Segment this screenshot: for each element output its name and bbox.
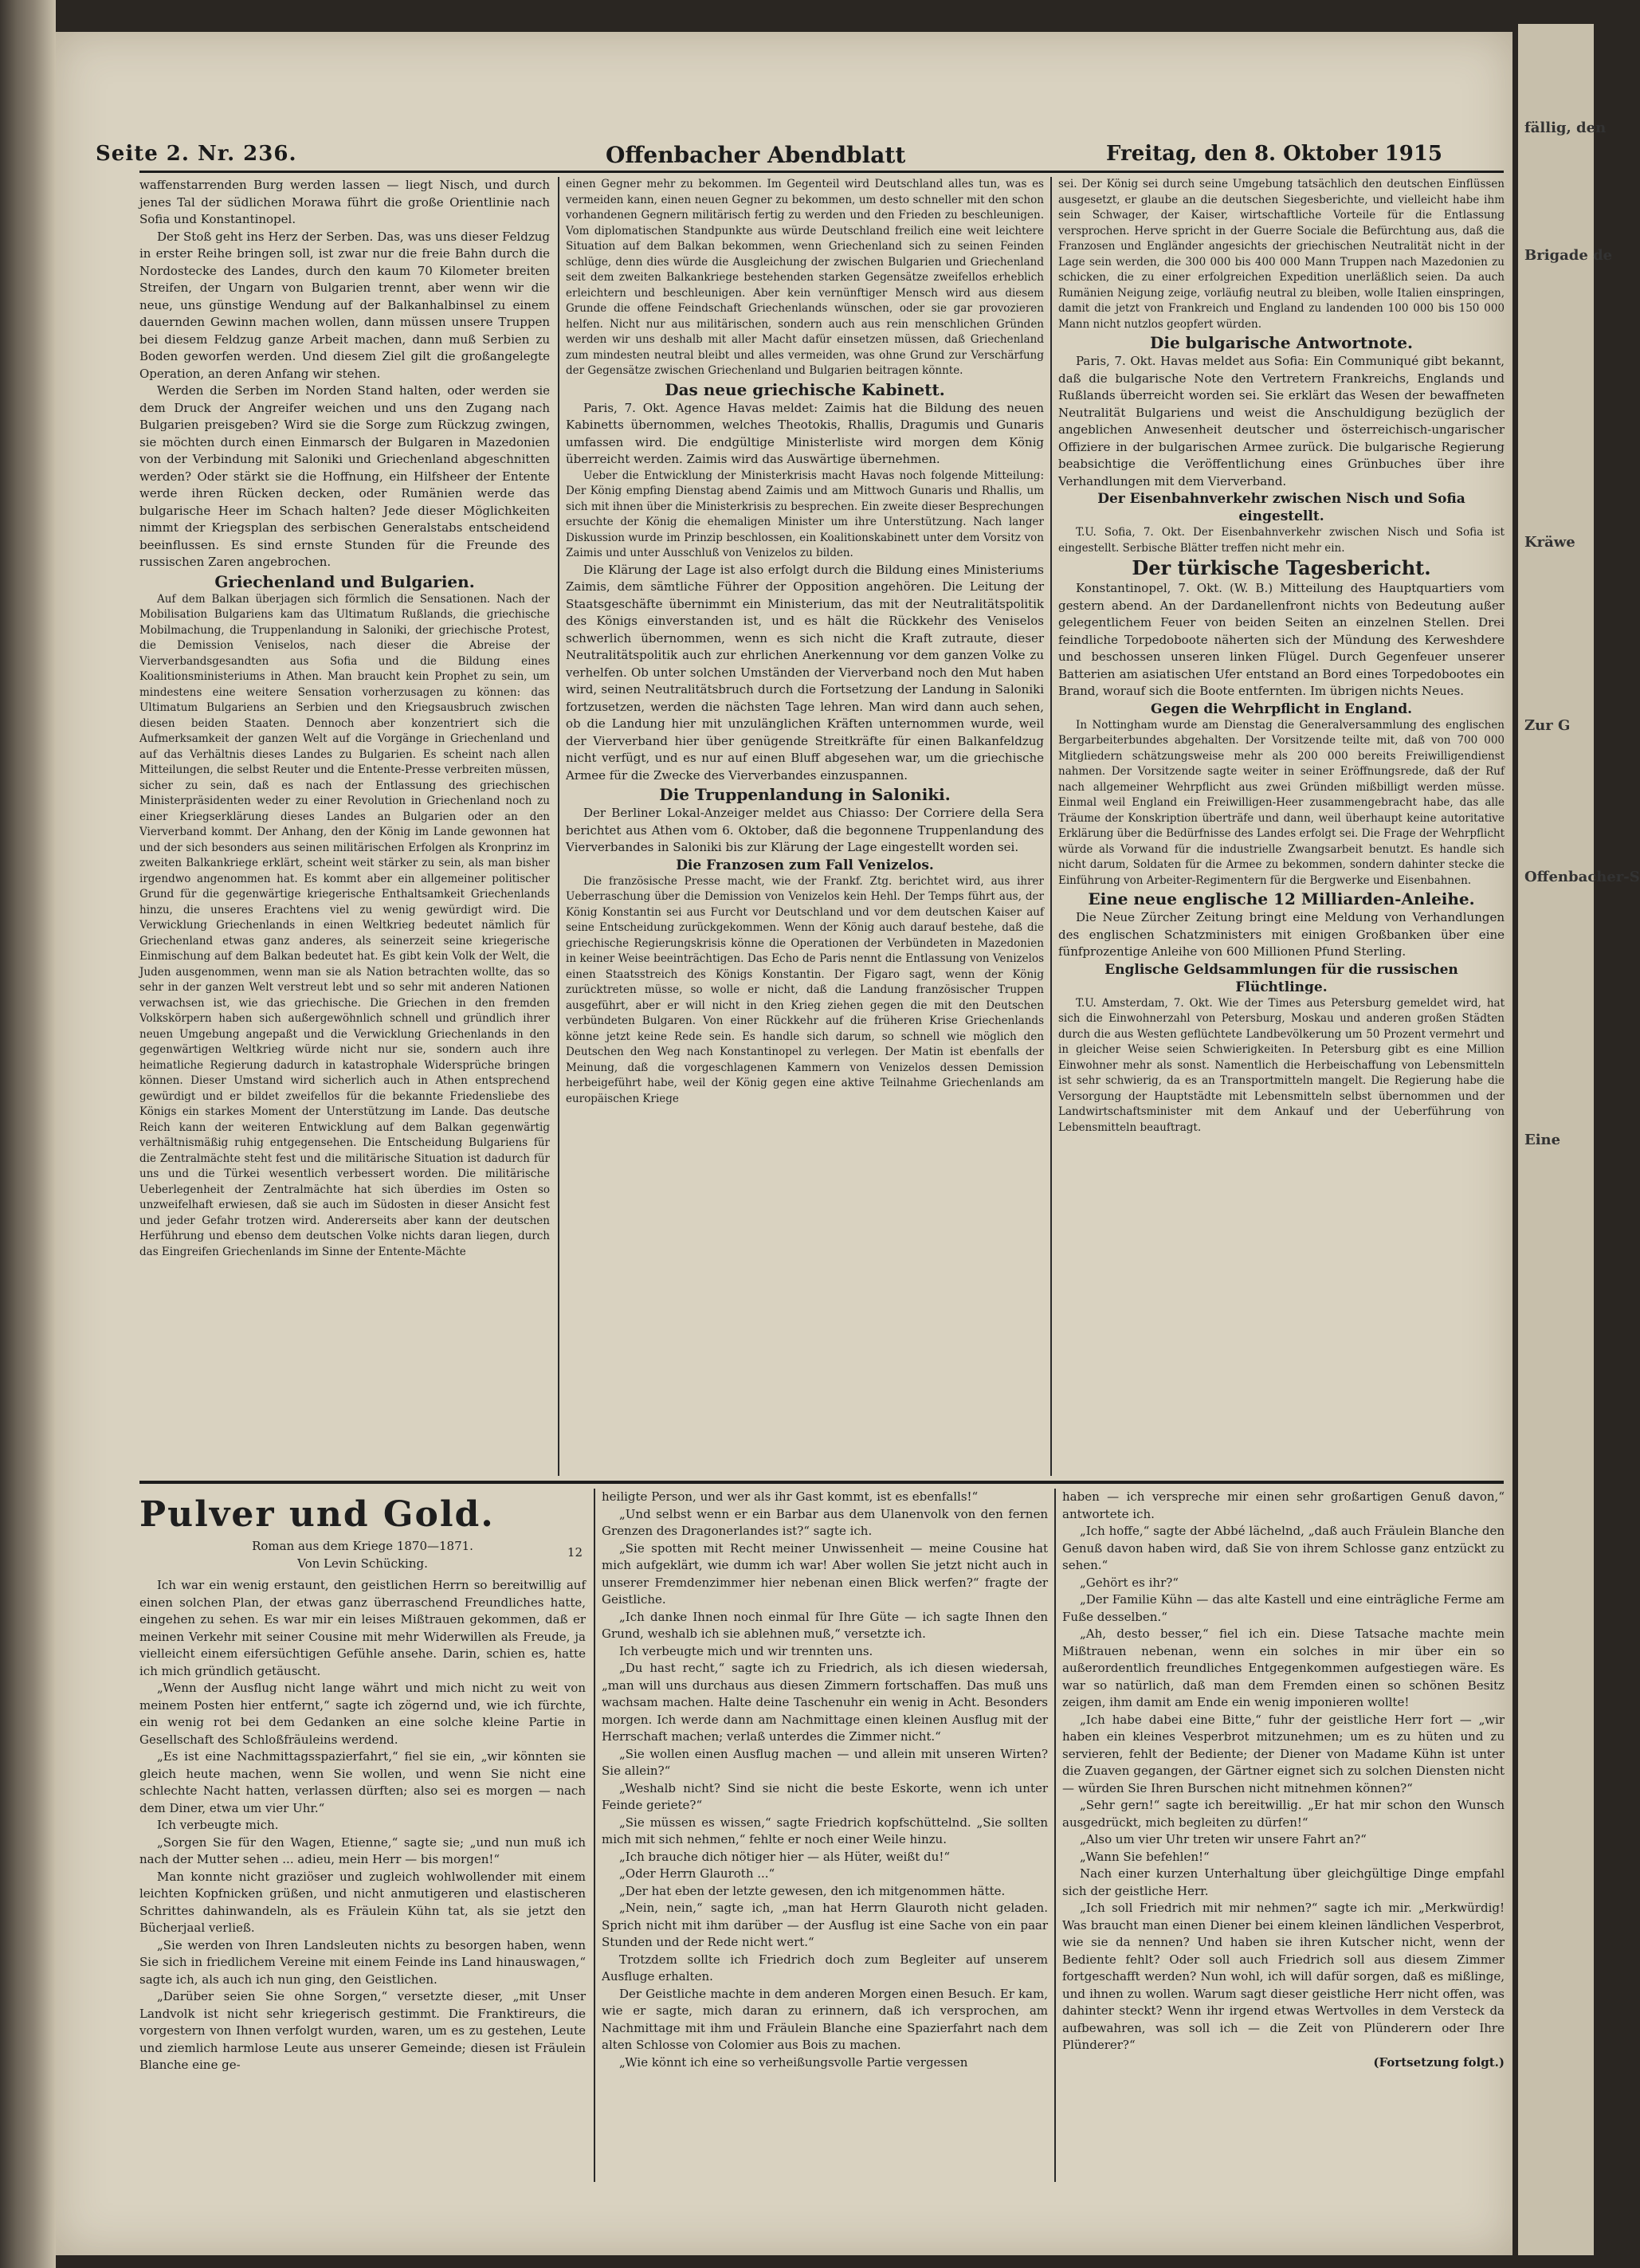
novel-column-3: [1062, 1489, 1505, 2182]
headline: Das neue griechische Kabinett.: [665, 379, 945, 399]
headline: Gegen die Wehrpflicht in England.: [1151, 700, 1412, 717]
novel-text: „Oder Herrn Glauroth ...“: [619, 1866, 775, 1881]
feuilleton-rule: [139, 1481, 1504, 1484]
novel-title: Pulver und Gold.: [139, 1494, 495, 1535]
article-text: Auf dem Balkan überjagen sich förmlich die Sensationen. Nach der Mobilisation Bulgariens kam das Ultimatum Rußlands, die griechische Mobilmachung, die Truppenlandung in Saloniki, der griechische Protest, die Demission Veniselos, nach dieser die Abreise der Vierverbandsgesandten aus Sofia und die Bildung eines Koalitionsministeriums in Athen. Man braucht kein Prophet zu sein, um mindestens eine weitere Sensation vorherzusagen zu können: das Ultimatum Bulgariens an Serbien und den Kriegsausbruch zwischen diesen beiden Staaten. Dennoch aber konzentriert sich die Aufmerksamkeit der ganzen Welt auf die Vorgänge in Griechenland und auf das Verhältnis dieses Landes zu Bulgarien. Es scheint nach allen Mitteilungen, die selbst Reuter und die Entente-Presse verbreiten müssen, sicher zu sein, daß es nach der Entlassung des griechischen Ministerpräsidenten weder zu einer Revolution in Griechenland noch zu einer Kriegserklärung dieses Landes an Bulgarien oder an den Vierverband kommt. Der Anhang, den der König im Lande gewonnen hat und der sich besonders aus seinen militärischen Erfolgen als Kronprinz im zweiten Balkankriege erklärt, scheint weit stärker zu sein, als man bisher irgendwo angenommen hat. Es kommt aber ein allgemeiner politischer Grund für die gegenwärtige kriegerische Enthaltsamkeit Griechenlands hinzu, die unseres Erachtens viel zu wenig gewürdigt wird. Die Verwicklung Griechenlands in einen Weltkrieg bedeutet nämlich für Griechenland etwas ganz anderes, als seinerzeit seine kriegerische Einmischung auf dem Balkan bedeutet hat. Es gibt kein Volk der Welt, die Juden ausgenommen, wenn man sie als Nation betrachten wollte, das so sehr in der ganzen Welt verstreut lebt und so sehr mit anderen Nationen verwachsen ist, wie das griechische. Die Griechen in den fremden Volkskörpern haben sich außergewöhnlich schnell und gründlich ihrer neuen Umgebung angepaßt und die Verwicklung Griechenlands in den gegenwärtigen Weltkrieg würde nicht nur sie, sondern auch ihre heimatliche Regierung dadurch in katastrophale Widersprüche bringen können. Dieser Umstand wird sicherlich auch in Athen entsprechend gewürdigt und er bildet zweifellos für die bekannte Friedensliebe des Königs ein starkes Moment der Unterstützung im Lande. Das deutsche Reich kann der weiteren Entwicklung auf dem Balkan gegenwärtig verhältnismäßig ruhig entgegensehen. Die Entscheidung Bulgariens für die Zentralmächte steht fest und die militärische Situation ist dadurch für uns und die Türkei wesentlich verbessert worden. Die militärische Ueberlegenheit der Zentralmächte hat sich überdies im Osten so unzweifelhaft erwiesen, daß sie auch im Südosten in dieser Ansicht fest und jeder Gefahr trotzen wird. Andererseits aber kann der deutschen Herführung und ebenso dem deutschen Volke nichts daran liegen, durch das Eingreifen Griechenlands im Sinne der Entente-Mächte: [139, 592, 550, 1258]
article-text: Paris, 7. Okt. Agence Havas meldet: Zaimis hat die Bildung des neuen Kabinetts übernommen, welches Theotokis, Rhallis, Dragumis und Gunaris umfassen wird. Die endgültige Ministerliste wird morgen dem König überreicht werden. Zaimis wird das Auswärtige übernehmen.: [566, 400, 1044, 466]
headline: Der türkische Tagesbericht.: [1132, 556, 1431, 579]
novel-text: „Ich brauche dich nötiger hier — als Hüter, weißt du!“: [619, 1849, 951, 1864]
article-text: Ueber die Entwicklung der Ministerkrisis macht Havas noch folgende Mitteilung: Der König empfing Dienstag abend Zaimis und am Mittwoch Gunaris und Rhallis, um sich mit ihnen über die Ministerkrisis zu besprechen. Ein zweite dieser Besprechungen ersuchte der König die ehemaligen Minister um ihre Unterstützung. Nach langer Diskussion wurde im Prinzip beschlossen, ein Koalitionskabinett unter dem Vorsitz von Zaimis und unter Ausschluß von Venizelos zu bilden.: [566, 469, 1044, 559]
novel-subtitle: Roman aus dem Kriege 1870—1871.: [252, 1539, 473, 1553]
column-divider: [594, 1489, 595, 2182]
novel-text: „Du hast recht,“ sagte ich zu Friedrich, als ich diesen wiedersah, „man will uns durchaus aus diesen Zimmern fortschaffen. Das muß uns wachsam machen. Halte deine Taschenuhr ein wenig in Acht. Besonders morgen. Ich werde dann am Nachmittage einen kleinen Ausflug mit der Herrschaft machen; verlaß unterdes die Zimmer nicht.“: [602, 1661, 1048, 1744]
novel-text: „Sie werden von Ihren Landsleuten nichts zu besorgen haben, wenn Sie sich in friedlichem Vereine mit einem Feinde ins Land hinauswagen,“ sagte ich, als auch ich nun ging, den Geistlichen.: [139, 1937, 586, 1987]
page-number: Seite 2. Nr. 236.: [96, 142, 297, 166]
column-2: [566, 177, 1044, 1476]
article-text: sei. Der König sei durch seine Umgebung tatsächlich den deutschen Einflüssen ausgesetzt, er glaube an die deutschen Siegesberichte, und vielleicht habe ihm sein Schwager, der Kaiser, wirtschaftliche Vorteile für die Entlassung versprochen. Herve spricht in der Guerre Sociale die Befürchtung aus, daß die Franzosen und Engländer angesichts der griechischen Neutralität nicht in der Lage sein werden, die 300 000 bis 400 000 Mann Truppen nach Mazedonien zu schicken, die zu einer erfolgreichen Expedition unerläßlich seien. Da auch Rumänien Neigung zeige, vorläufig neutral zu bleiben, wolle Italien einspringen, damit die jetzt von Frankreich und England zu landenden 100 000 bis 150 000 Mann nicht nutzlos geopfert würden.: [1058, 178, 1505, 331]
article-text: Der Berliner Lokal-Anzeiger meldet aus Chiasso: Der Corriere della Sera berichtet aus Athen vom 6. Oktober, daß die begonnene Truppenlandung des Vierverbandes in Saloniki bis zur Klärung der Lage eingestellt worden sei.: [566, 806, 1044, 854]
novel-text: „Darüber seien Sie ohne Sorgen,“ versetzte dieser, „mit Unser Landvolk ist nicht sehr kriegerisch gestimmt. Die Franktireurs, die vorgestern von Ihnen verfolgt wurden, waren, um es zu gestehen, Leute und ziemlich harmlose Leute aus unserer Gemeinde; diesen ist Fräulein Blanche eine ge-: [139, 1989, 586, 2072]
article-text: T.U. Sofia, 7. Okt. Der Eisenbahnverkehr zwischen Nisch und Sofia ist eingestellt. Serbische Blätter treffen nicht mehr ein.: [1058, 526, 1505, 555]
article-text: Die Klärung der Lage ist also erfolgt durch die Bildung eines Ministeriums Zaimis, dem sämtliche Führer der Opposition angehören. Die Leitung der Staatsgeschäfte übernimmt ein Ministerium, das mit der Neutralitätspolitik des Königs einverstanden ist, und es hält die Rückkehr des Veniselos schwerlich übernommen, wenn es sich nicht die Kraft zutraute, dieser Neutralitätspolitik auch zur ehrlichen Anerkennung vor dem ganzen Volke zu verhelfen. Ob unter solchen Umständen der Vierverband noch den Mut haben wird, seinen Neutralitätsbruch durch die Fortsetzung der Landung in Saloniki fortzusetzen, werden die nächsten Tage lehren. Man wird dann auch sehen, ob die Landung hier mit unzulänglichen Kräften unternommen wurde, weil der Vierverband hier über genügende Streitkräfte für einen Balkanfeldzug nicht verfügt, und es nur auf einen Bluff abgesehen war, um die griechische Armee für die Zwecke des Vierverbandes einzuspannen.: [566, 562, 1044, 783]
article-text: Der Stoß geht ins Herz der Serben. Das, was uns dieser Feldzug in erster Reihe bringen soll, ist zwar nur die freie Bahn durch die Nordostecke des Landes, durch den kaum 70 Kilometer breiten Streifen, der Ungarn von Bulgarien trennt, aber wenn wir die neue, uns günstige Wendung auf der Balkanhalbinsel zu einem dauernden Gewinn machen wollen, dann müssen unsere Truppen bei diesem Feldzug ganze Arbeit machen, dann muß Serbien zu Boden geworfen werden. Und diesem Ziel gilt die großangelegte Operation, an deren Anfang wir stehen.: [139, 229, 550, 381]
article-text: In Nottingham wurde am Dienstag die Generalversammlung des englischen Bergarbeiterbundes abgehalten. Der Vorsitzende teilte mit, daß von 700 000 Mitgliedern schätzungsweise mehr als 200 000 bereits Freiwilligendienst nahmen. Der Vorsitzende sagte weiter in seiner Eröffnungsrede, daß der Ruf nach allgemeiner Wehrpflicht aus zwei Gründen mißbilligt werden müsse. Einmal weil England ein Freiwilligen-Heer zusammengebracht habe, das alle Träume der Konskription überträfe und dann, weil überhaupt keine autoritative Erklärung über die Bedürfnisse des Landes erfolgt sei. Die Frage der Wehrpflicht würde als Vorwand für die industrielle Zwangsarbeit benutzt. Es handle sich nicht darum, Soldaten für die Armee zu bekommen, sondern dahinter stecke die Einführung von Arbeiter-Regimentern für die Bergwerke und Eisenbahnen.: [1058, 718, 1505, 887]
article-text: waffenstarrenden Burg werden lassen — liegt Nisch, und durch jenes Tal der südlichen Morawa führt die große Orientlinie nach Sofia und Konstantinopel.: [139, 178, 550, 226]
column-1: [139, 177, 550, 1476]
novel-text: „Sie müssen es wissen,“ sagte Friedrich kopfschüttelnd. „Sie sollten mich mit sich nehmen,“ fehlte er noch einer Weile hinzu.: [602, 1815, 1048, 1846]
adjacent-page-edge: [1518, 24, 1640, 2255]
novel-text: „Sorgen Sie für den Wagen, Etienne,“ sagte sie; „und nun muß ich nach der Mutter sehen ... adieu, mein Herr — bis morgen!“: [139, 1834, 586, 1866]
novel-column-2: [602, 1489, 1048, 2182]
novel-text: „Wenn der Ausflug nicht lange währt und mich nicht zu weit von meinem Posten hier entfernt,“ sagte ich zögernd und, wie ich fürchte, ein wenig rot bei dem Gedanken an eine solche kleine Partie in Gesellschaft des Schloßfräuleins werdend.: [139, 1681, 586, 1747]
article-text: einen Gegner mehr zu bekommen. Im Gegenteil wird Deutschland alles tun, was es vermeiden kann, einen neuen Gegner zu bekommen, um desto schneller mit den schon vorhandenen Gegnern militärisch fertig zu werden und den Frieden zu beschleunigen. Vom diplomatischen Standpunkte aus würde Deutschland freilich eine weit leichtere Situation auf dem Balkan bekommen, wenn Griechenland sich zu seinen Feinden schlüge, denn dies würde die Ausgleichung der zwischen Bulgarien und Griechenland seit dem zweiten Balkankriege bestehenden starken Gegensätze zweifellos erheblich erleichtern und beschleunigen. Aber kein vernünftiger Mensch wird aus diesem Grunde die offene Feindschaft Griechenlands wünschen, oder sie gar provozieren helfen. Nicht nur aus militärischen, sondern auch aus rein menschlichen Gründen werden wir uns deshalb mit aller Macht dafür einsetzen müssen, daß Griechenland zum mindesten neutral bleibt und alles vermeiden, was ohne Grund zur Verschärfung der Gegensätze zwischen Griechenland und Bulgarien beitragen könnte.: [566, 178, 1044, 377]
adjacent-page-text: fällig, den: [1524, 120, 1607, 136]
novel-text: „Sie wollen einen Ausflug machen — und allein mit unseren Wirten? Sie allein?“: [602, 1746, 1048, 1778]
article-text: Werden die Serben im Norden Stand halten, oder werden sie dem Druck der Angreifer weichen und uns den Zugang nach Bulgarien preisgeben? Wird sie die Sorge zum Rückzug zwingen, sie möchten durch einen Einmarsch der Bulgaren in Mazedonien von der Verbindung mit Saloniki und Griechenland abgeschnitten werden? Oder stärkt sie die Hoffnung, ein Hilfsheer der Entente werde ihren Rücken decken, oder Rumänien werde das bulgarische Heer im Schach halten? Jede dieser Möglichkeiten nimmt der Kriegsplan des serbischen Generalstabs entscheidend beeinflussen. Es sind ernste Stunden für die Freunde des russischen Zaren angebrochen.: [139, 383, 550, 569]
novel-text: Trotzdem sollte ich Friedrich doch zum Begleiter auf unserem Ausfluge erhalten.: [602, 1952, 1048, 1984]
headline: Die bulgarische Antwortnote.: [1150, 333, 1413, 352]
adjacent-page-text: Kräwe: [1524, 534, 1575, 551]
novel-text: „Wie könnt ich eine so verheißungsvolle Partie vergessen: [619, 2054, 968, 2070]
novel-text: „Der hat eben der letzte gewesen, den ich mitgenommen hätte.: [619, 1883, 1006, 1898]
novel-text: Man konnte nicht graziöser und zugleich wohlwollender mit einem leichten Kopfnicken grüßen, und nicht anmutigeren und elastischeren Schrittes dahinwandeln, als es Fräulein Kühn tat, als sie jetzt den Bücherjaal verließ.: [139, 1869, 586, 1935]
novel-text: „Sehr gern!“ sagte ich bereitwillig. „Er hat mir schon den Wunsch ausgedrückt, mich begleiten zu dürfen!“: [1062, 1798, 1505, 1830]
header-rule: [139, 171, 1504, 173]
headline: Englische Geldsammlungen für die russischen Flüchtlinge.: [1104, 961, 1458, 995]
novel-text: Der Geistliche machte in dem anderen Morgen einen Besuch. Er kam, wie er sagte, mich daran zu erinnern, daß ich versprochen, am Nachmittage mit ihm und Fräulein Blanche eine Spazierfahrt nach dem alten Schlosse von Colomier aus Bois zu machen.: [602, 1986, 1048, 2052]
novel-text: Ich verbeugte mich und wir trennten uns.: [619, 1643, 873, 1658]
headline: Eine neue englische 12 Milliarden-Anleihe.: [1088, 889, 1475, 908]
headline: Die Franzosen zum Fall Venizelos.: [676, 857, 934, 873]
novel-text: „Weshalb nicht? Sind sie nicht die beste Eskorte, wenn ich unter Feinde geriete?“: [602, 1780, 1048, 1812]
column-divider: [1050, 177, 1052, 1476]
novel-text: Nach einer kurzen Unterhaltung über gleichgültige Dinge empfahl sich der geistliche Herr.: [1062, 1866, 1505, 1898]
novel-column-1: [139, 1489, 586, 2182]
column-divider: [558, 177, 559, 1476]
adjacent-page-text: Zur G: [1524, 717, 1571, 734]
novel-text: Ich war ein wenig erstaunt, den geistlichen Herrn so bereitwillig auf einen solchen Plan, der etwas ganz überraschend Freundliches hatte, eingehen zu sehen. Es war mir ein leises Mißtrauen gekommen, daß er meinen Verkehr mit seiner Cousine mit mehr Widerwillen als Freude, ja vielleicht einem eifersüchtigen Gefühle ansehe. Darin, schien es, hatte ich mich gründlich getäuscht.: [139, 1578, 586, 1678]
continuation-note: (Fortsetzung folgt.): [1373, 2054, 1505, 2070]
novel-text: „Gehört es ihr?“: [1080, 1575, 1179, 1590]
novel-text: „Sie spotten mit Recht meiner Unwissenheit — meine Cousine hat mich aufgeklärt, wie dumm ich war! Aber wollen Sie jetzt nicht auch in unserer Fremdenzimmer hier nebenan einen Blick werfen?“ fragte der Geistliche.: [602, 1540, 1048, 1607]
book-binding: [0, 0, 56, 2268]
installment-number: 12: [567, 1545, 583, 1560]
novel-text: „Ich habe dabei eine Bitte,“ fuhr der geistliche Herr fort — „wir haben ein kleines Vesperbrot mitzunehmen; um es zu hüten und zu servieren, fehlt der Bediente; der Diener von Madame Kühn ist unter die Zuaven gegangen, der Gärtner eignet sich zu solchen Diensten nicht — würden Sie Ihren Burschen nicht mitnehmen können?“: [1062, 1712, 1505, 1795]
article-text: Paris, 7. Okt. Havas meldet aus Sofia: Ein Communiqué gibt bekannt, daß die bulgarische Note den Vertretern Frankreichs, Englands und Rußlands überreicht worden sei. Sie erklärt das Wesen der bewaffneten Neutralität Bulgariens und weist die Anschuldigung bezüglich der angeblichen Anwesenheit deutscher und österreichisch-ungarischer Offiziere in der bulgarischen Armee zurück. Die bulgarische Regierung beabsichtige die Veröffentlichung eines Grünbuches über ihre Verhandlungen mit dem Vierverband.: [1058, 354, 1505, 489]
adjacent-page-text: Offenbacher-S: [1524, 869, 1640, 885]
novel-text: „Wann Sie befehlen!“: [1080, 1849, 1210, 1864]
article-text: Die Neue Zürcher Zeitung bringt eine Meldung von Verhandlungen des englischen Schatzministers mit einigen Großbanken über eine fünfprozentige Anleihe von 600 Millionen Pfund Sterling.: [1058, 910, 1505, 959]
newspaper-title: Offenbacher Abendblatt: [606, 142, 906, 168]
novel-text: heiligte Person, und wer als ihr Gast kommt, ist es ebenfalls!“: [602, 1489, 979, 1504]
novel-text: „Also um vier Uhr treten wir unsere Fahrt an?“: [1080, 1832, 1367, 1846]
adjacent-page-text: Eine: [1524, 1132, 1561, 1148]
article-text: Die französische Presse macht, wie der Frankf. Ztg. berichtet wird, aus ihrer Ueberraschung über die Demission von Venizelos kein Hehl. Der Temps führt aus, der König Konstantin sei aus Furcht vor Deutschland und vor dem deutschen Kaiser auf seine Entscheidung zurückgekommen. Wenn der König auch darauf bestehe, daß die griechische Regierungskrisis könne die Operationen der Verbündeten in Mazedonien in keiner Weise beeinträchtigen. Das Echo de Paris nennt die Entlassung von Venizelos einen Staatsstreich des Königs Konstantin. Der Figaro sagt, wenn der König zurücktreten müsse, so wolle er nicht, daß die Landung französischer Truppen ausgeführt, aber er will nicht in den Krieg ziehen gegen die mit den Deutschen verbündeten Bulgaren. Von einer Rückkehr auf die früheren Krise Griechenlands könne jetzt keine Rede sein. Es handle sich darum, so schnell wie möglich den Deutschen den Weg nach Konstantinopel zu verlegen. Der Matin ist ebenfalls der Meinung, daß die vorgeschlagenen Kammern von Venizelos dessen Demission herbeigeführt habe, weil der König gegen eine aktive Teilnahme Griechenlands am europäischen Kriege: [566, 874, 1044, 1105]
headline: Der Eisenbahnverkehr zwischen Nisch und Sofia eingestellt.: [1097, 491, 1465, 524]
column-3: [1058, 177, 1505, 1476]
column-divider: [1054, 1489, 1056, 2182]
adjacent-page-text: Brigade de: [1524, 247, 1613, 264]
novel-text: haben — ich verspreche mir einen sehr großartigen Genuß davon,“ antwortete ich.: [1062, 1489, 1505, 1521]
novel-text: „Und selbst wenn er ein Barbar aus dem Ulanenvolk von den fernen Grenzen des Dragonerlandes ist?“ sagte ich.: [602, 1506, 1048, 1538]
novel-text: „Der Familie Kühn — das alte Kastell und eine einträgliche Ferme am Fuße desselben.“: [1062, 1592, 1505, 1624]
issue-date: Freitag, den 8. Oktober 1915: [1106, 142, 1442, 166]
novel-text: Ich verbeugte mich.: [157, 1818, 279, 1832]
novel-text: „Ich hoffe,“ sagte der Abbé lächelnd, „daß auch Fräulein Blanche den Genuß davon haben wird, daß Sie von ihrem Schlosse ganz entzückt zu sehen.“: [1062, 1524, 1505, 1572]
novel-text: „Nein, nein,“ sagte ich, „man hat Herrn Glauroth nicht geladen. Sprich nicht mit ihm darüber — der Ausflug ist eine Sache von ein paar Stunden und der Rede nicht wert.“: [602, 1901, 1048, 1949]
novel-author: Von Levin Schücking.: [297, 1556, 428, 1571]
novel-text: „Ich danke Ihnen noch einmal für Ihre Güte — ich sagte Ihnen den Grund, weshalb ich sie ablehnen muß,“ versetzte ich.: [602, 1609, 1048, 1641]
novel-text: „Ah, desto besser,“ fiel ich ein. Diese Tatsache machte mein Mißtrauen nebenan, wenn ein solches in mir über ein so außerordentlich freundliches Entgegenkommen aufgestiegen wäre. Es war so natürlich, daß man dem Fremden einen so schönen Besitz zeigen, ihm damit am Ende ein wenig imponieren wollte!: [1062, 1626, 1505, 1709]
headline: Griechenland und Bulgarien.: [214, 571, 475, 591]
article-text: Konstantinopel, 7. Okt. (W. B.) Mitteilung des Hauptquartiers vom gestern abend. An der Dardanellenfront nichts von Bedeutung außer gelegentlichem Feuer von beiden Seiten an einzelnen Stellen. Drei feindliche Torpedoboote näherten sich der Mündung des Kerweshdere und beschossen unseren linken Flügel. Durch Gegenfeuer unserer Batterien am asiatischen Ufer entstand an Bord eines Torpedobootes ein Brand, worauf sich die Boote entfernten. Im übrigen nichts Neues.: [1058, 581, 1505, 698]
novel-text: „Ich soll Friedrich mit mir nehmen?“ sagte ich mir. „Merkwürdig! Was braucht man einen Diener bei einem kleinen ländlichen Vesperbrot, wie sie da nennen? Und haben sie ihren Kutscher nicht, wenn der Bediente fehlt? Oder soll auch Friedrich soll aus diesem Zimmer fortgeschafft werden? Nun wohl, ich will dafür sorgen, daß es mißlinge, und ihnen zu wollen. Warum sagt dieser geistliche Herr nicht offen, was dahinter steckt? Wenn ihr irgend etwas Wertvolles in dem Versteck da aufbewahren, was soll ich — die Zeit von Plünderern oder Ihre Plünderer?“: [1062, 1901, 1505, 2052]
page-header: [96, 142, 1442, 169]
headline: Die Truppenlandung in Saloniki.: [659, 785, 951, 804]
article-text: T.U. Amsterdam, 7. Okt. Wie der Times aus Petersburg gemeldet wird, hat sich die Einwohnerzahl von Petersburg, Moskau und anderen großen Städten durch die aus Westen geflüchtete Landbevölkerung um 50 Prozent vermehrt und in gleicher Weise seien Schwierigkeiten. In Petersburg gibt es eine Million Einwohner mehr als sonst. Namentlich die Herbeischaffung von Lebensmitteln ist sehr schwierig, da es an Transportmitteln mangelt. Die Regierung habe die Versorgung der Hauptstädte mit Lebensmitteln selbst übernommen und der Landwirtschaftsminister mit dem Ankauf und der Ueberführung von Lebensmitteln beauftragt.: [1058, 996, 1505, 1134]
novel-text: „Es ist eine Nachmittagsspazierfahrt,“ fiel sie ein, „wir könnten sie gleich heute machen, wenn Sie wollen, und wenn Sie nicht eine schlechte Nacht hatten, verlassen dürften; also sei es morgen — nach dem Diner, etwa um vier Uhr.“: [139, 1749, 586, 1815]
